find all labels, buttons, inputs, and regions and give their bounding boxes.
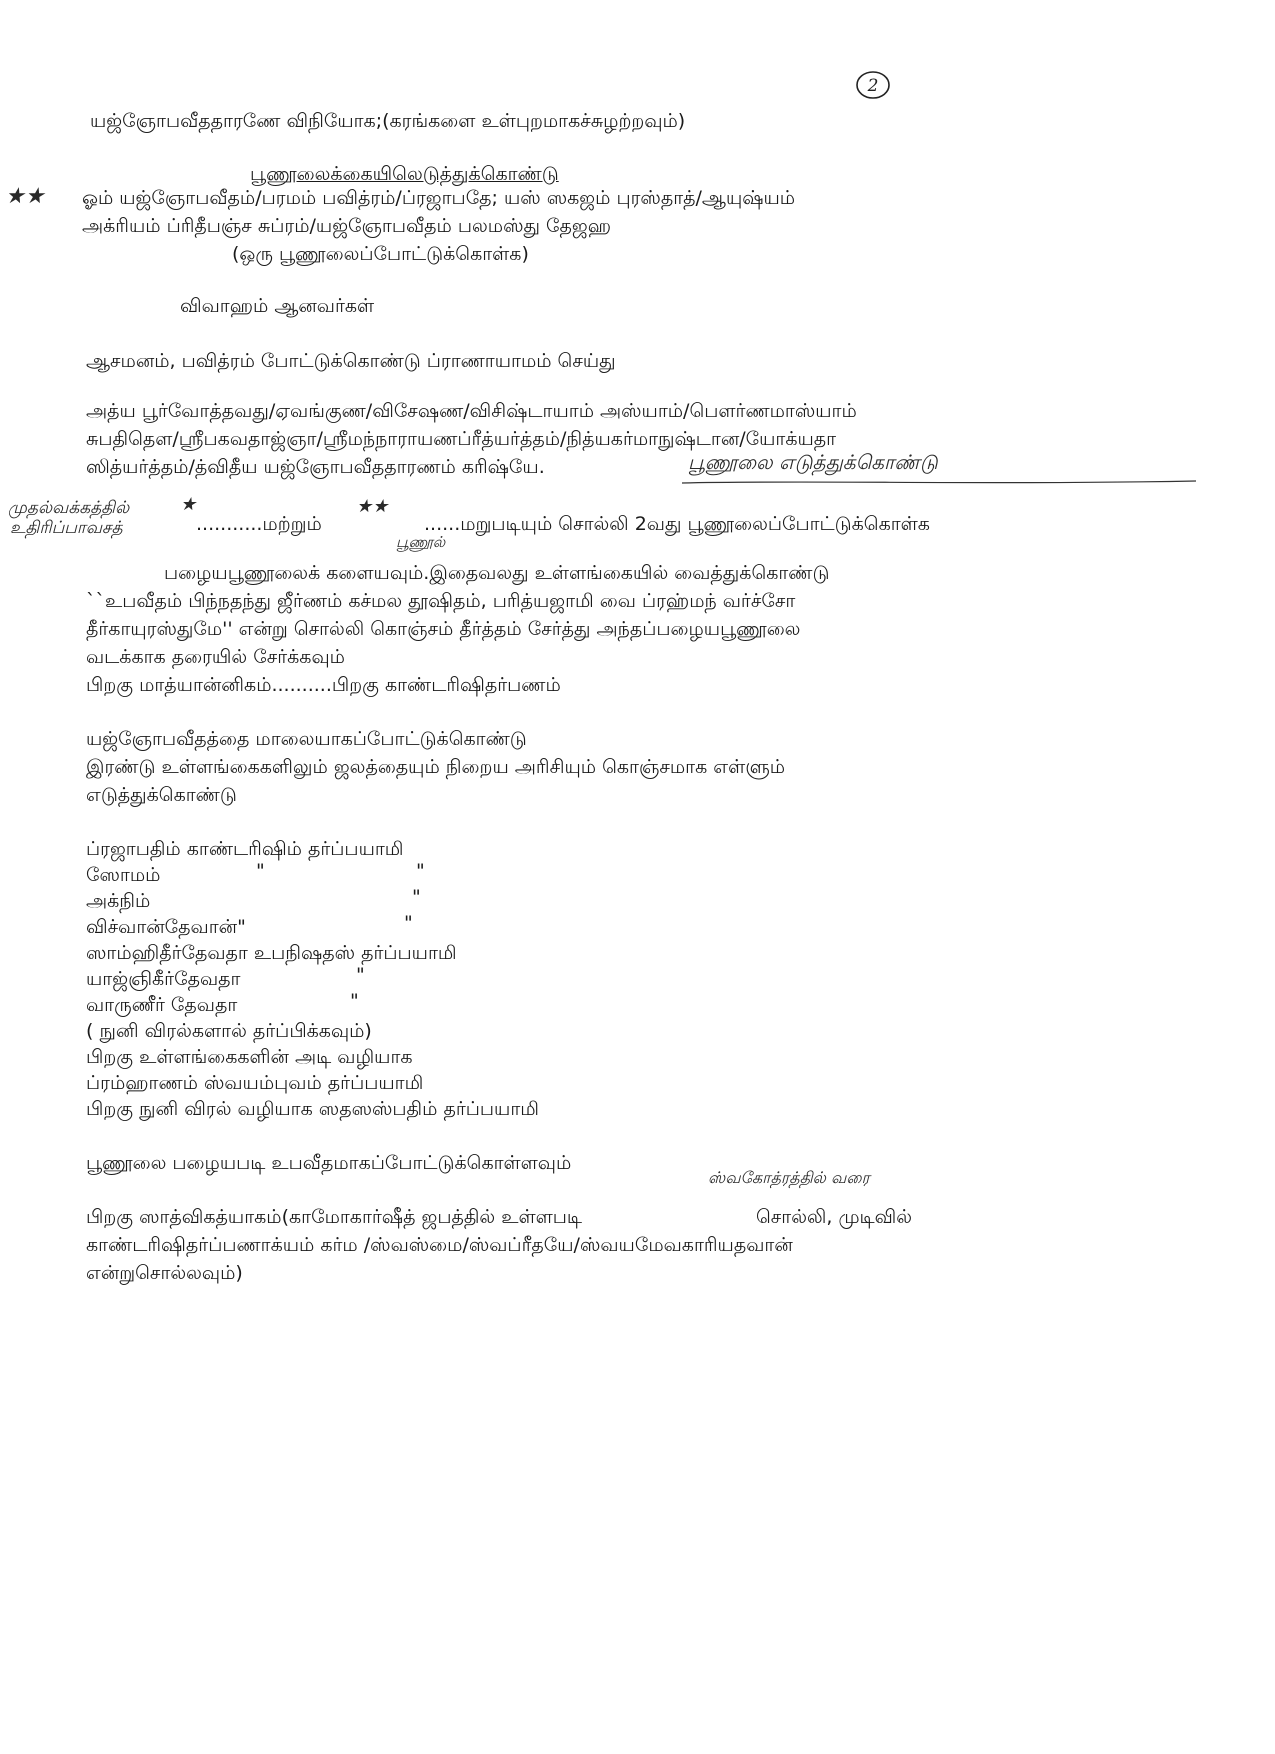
handwritten-over-note: பூணூல்	[396, 533, 446, 551]
line-29: ப்ரம்ஹாணம் ஸ்வயம்புவம் தர்ப்பயாமி	[86, 1072, 424, 1094]
line-09: சுபதிதௌ/ஸ்ரீபகவதாஜ்ஞா/ஸ்ரீமந்நாராயணப்ரீத்யர்த்தம்/நித்யகர்மாநுஷ்டான/யோக்யதா	[86, 428, 837, 450]
line-21: ஸோமம்	[86, 864, 161, 886]
line-06: விவாஹம் ஆனவர்கள்	[180, 295, 375, 317]
line-03: ஓம் யஜ்ஞோபவீதம்/பரமம் பவித்ரம்/ப்ரஜாபதே; யஸ் ஸகஜம் புரஸ்தாத்/ஆயுஷ்யம்	[82, 187, 796, 209]
handwritten-star-marker-2: ★	[180, 494, 197, 515]
line-04: அக்ரியம் ப்ரிதீபஞ்ச சுப்ரம்/யஜ்ஞோபவீதம் பலமஸ்து தேஜஹ	[82, 215, 612, 237]
line-32b: சொல்லி, முடிவில்	[756, 1206, 913, 1228]
line-14: தீர்காயுரஸ்துமே'' என்று சொல்லி கொஞ்சம் தீர்த்தம் சேர்த்து அந்தப்பழையபூணூலை	[86, 618, 801, 640]
line-24: ஸாம்ஹிதீர்தேவதா உபநிஷதஸ் தர்ப்பயாமி	[86, 942, 457, 964]
handwritten-margin-note-2: உதிரிப்பாவசத்	[10, 518, 123, 538]
line-07: ஆசமனம், பவித்ரம் போட்டுக்கொண்டு ப்ராணாயாமம் செய்து	[86, 350, 616, 372]
handwritten-margin-note-1: முதல்வக்கத்தில்	[8, 498, 130, 518]
line-08: அத்ய பூர்வோத்தவது/ஏவங்குண/விசேஷண/விசிஷ்டாயாம் அஸ்யாம்/பௌர்ணமாஸ்யாம்	[86, 400, 857, 422]
page-number: 2	[867, 76, 879, 96]
line-28: பிறகு உள்ளங்கைகளின் அடி வழியாக	[86, 1046, 413, 1068]
handwritten-note-line10: பூணூலை எடுத்துக்கொண்டு	[688, 450, 938, 474]
line-13: ``உபவீதம் பிந்நதந்து ஜீர்ணம் கச்மல தூஷிதம், பரித்யஜாமி வை ப்ரஹ்மந் வர்ச்சோ	[86, 590, 796, 612]
ditto-mark: "	[412, 886, 421, 908]
line-33: காண்டரிஷிதர்ப்பணாக்யம் கர்ம /ஸ்வஸ்மை/ஸ்வப்ரீதயே/ஸ்வயமேவகாரியதவான்	[86, 1234, 793, 1256]
ditto-mark: "	[256, 860, 265, 882]
line-17: யஜ்ஞோபவீதத்தை மாலையாகப்போட்டுக்கொண்டு	[86, 728, 527, 750]
line-22: அக்நிம்	[86, 890, 151, 912]
handwritten-note-line31: ஸ்வகோத்ரத்தில் வரை	[708, 1168, 870, 1187]
line-10: ஸித்யர்த்தம்/த்விதீய யஜ்ஞோபவீததாரணம் கரிஷ்யே.	[86, 456, 545, 478]
line-34: என்றுசொல்லவும்)	[86, 1262, 243, 1284]
handwritten-star-marker-1: ★★	[5, 184, 45, 209]
line-20: ப்ரஜாபதிம் காண்டரிஷிம் தர்ப்பயாமி	[86, 838, 404, 860]
line-25: யாஜ்ஞிகீர்தேவதா	[86, 968, 241, 990]
ditto-mark: "	[356, 964, 365, 986]
line-19: எடுத்துக்கொண்டு	[86, 784, 237, 806]
line-11: ...........மற்றும்	[196, 513, 322, 535]
heading-take-thread: பூணூலைக்கையிலெடுத்துக்கொண்டு	[250, 163, 559, 185]
line-12: பழையபூணூலைக் களையவும்.இதைவலது உள்ளங்கையில் வைத்துக்கொண்டு	[164, 562, 830, 584]
line-15: வடக்காக தரையில் சேர்க்கவும்	[86, 646, 345, 668]
page-number-circle	[855, 70, 891, 100]
line-30: பிறகு நுனி விரல் வழியாக ஸதஸஸ்பதிம் தர்ப்பயாமி	[86, 1098, 539, 1120]
line-23: விச்வான்தேவான்"	[86, 916, 246, 938]
line-18: இரண்டு உள்ளங்கைகளிலும் ஜலத்தையும் நிறைய அரிசியும் கொஞ்சமாக எள்ளும்	[86, 756, 786, 778]
line-05: (ஒரு பூணூலைப்போட்டுக்கொள்க)	[232, 243, 529, 265]
line-27: ( நுனி விரல்களால் தர்ப்பிக்கவும்)	[86, 1020, 372, 1042]
ditto-mark: "	[416, 860, 425, 882]
line-11b: ......மறுபடியும் சொல்லி 2வது பூணூலைப்போட்டுக்கொள்க	[424, 513, 930, 535]
line-16: பிறகு மாத்யான்னிகம்..........பிறகு காண்டரிஷிதர்பணம்	[86, 674, 561, 696]
line-32: பிறகு ஸாத்விகத்யாகம்(காமோகார்ஷீத் ஜபத்தில் உள்ளபடி	[86, 1206, 583, 1228]
ditto-mark: "	[350, 990, 359, 1012]
line-26: வாருணீர் தேவதா	[86, 994, 238, 1016]
ditto-mark: "	[404, 912, 413, 934]
line-01: யஜ்ஞோபவீததாரணே விநியோக;(கரங்களை உள்புறமாகச்சுழற்றவும்)	[90, 110, 686, 132]
handwritten-star-marker-3: ★★	[356, 496, 389, 517]
handwritten-underline	[680, 478, 1200, 486]
line-31: பூணூலை பழையபடி உபவீதமாகப்போட்டுக்கொள்ளவும்	[86, 1152, 572, 1174]
